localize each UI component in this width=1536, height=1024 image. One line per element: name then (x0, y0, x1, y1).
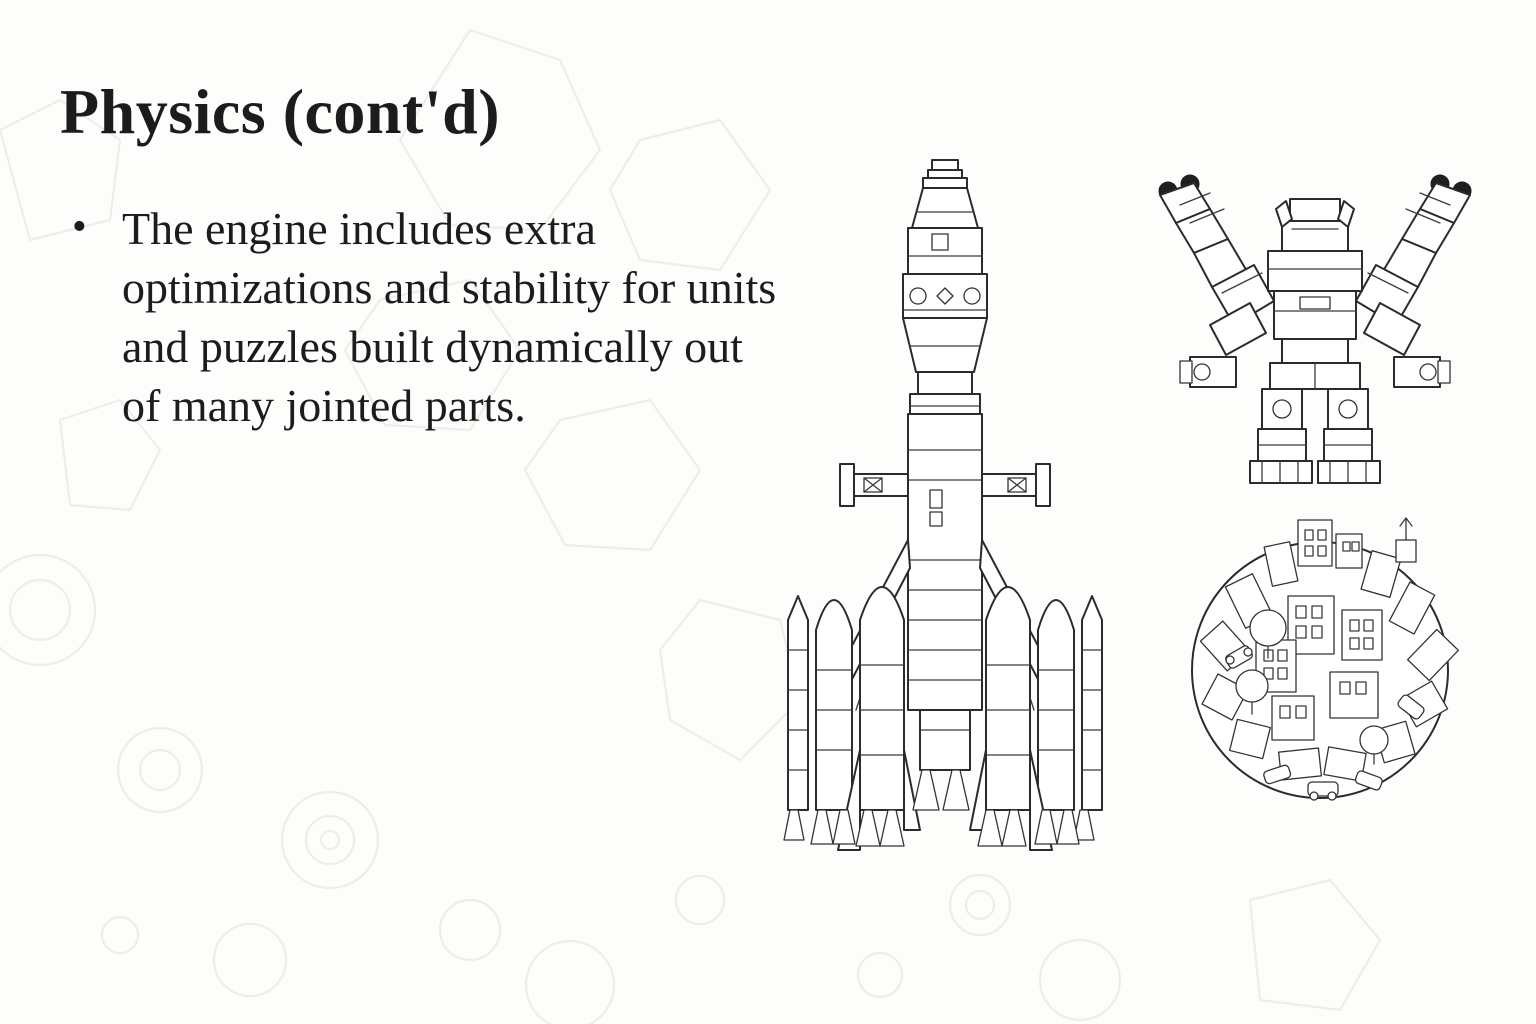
slide-title: Physics (cont'd) (60, 76, 500, 147)
mech-robot-illustration (1150, 165, 1480, 495)
bullet-text: The engine includes extra optimizations and stability for units and puzzles built dynamically out of many jointed parts. (122, 203, 777, 431)
slide-bullet-list (58, 200, 778, 436)
bullet-marker-icon: • (72, 204, 87, 250)
list-item (58, 200, 778, 436)
tiny-planet-city-illustration (1160, 500, 1480, 820)
rocket-illustration (760, 150, 1130, 870)
